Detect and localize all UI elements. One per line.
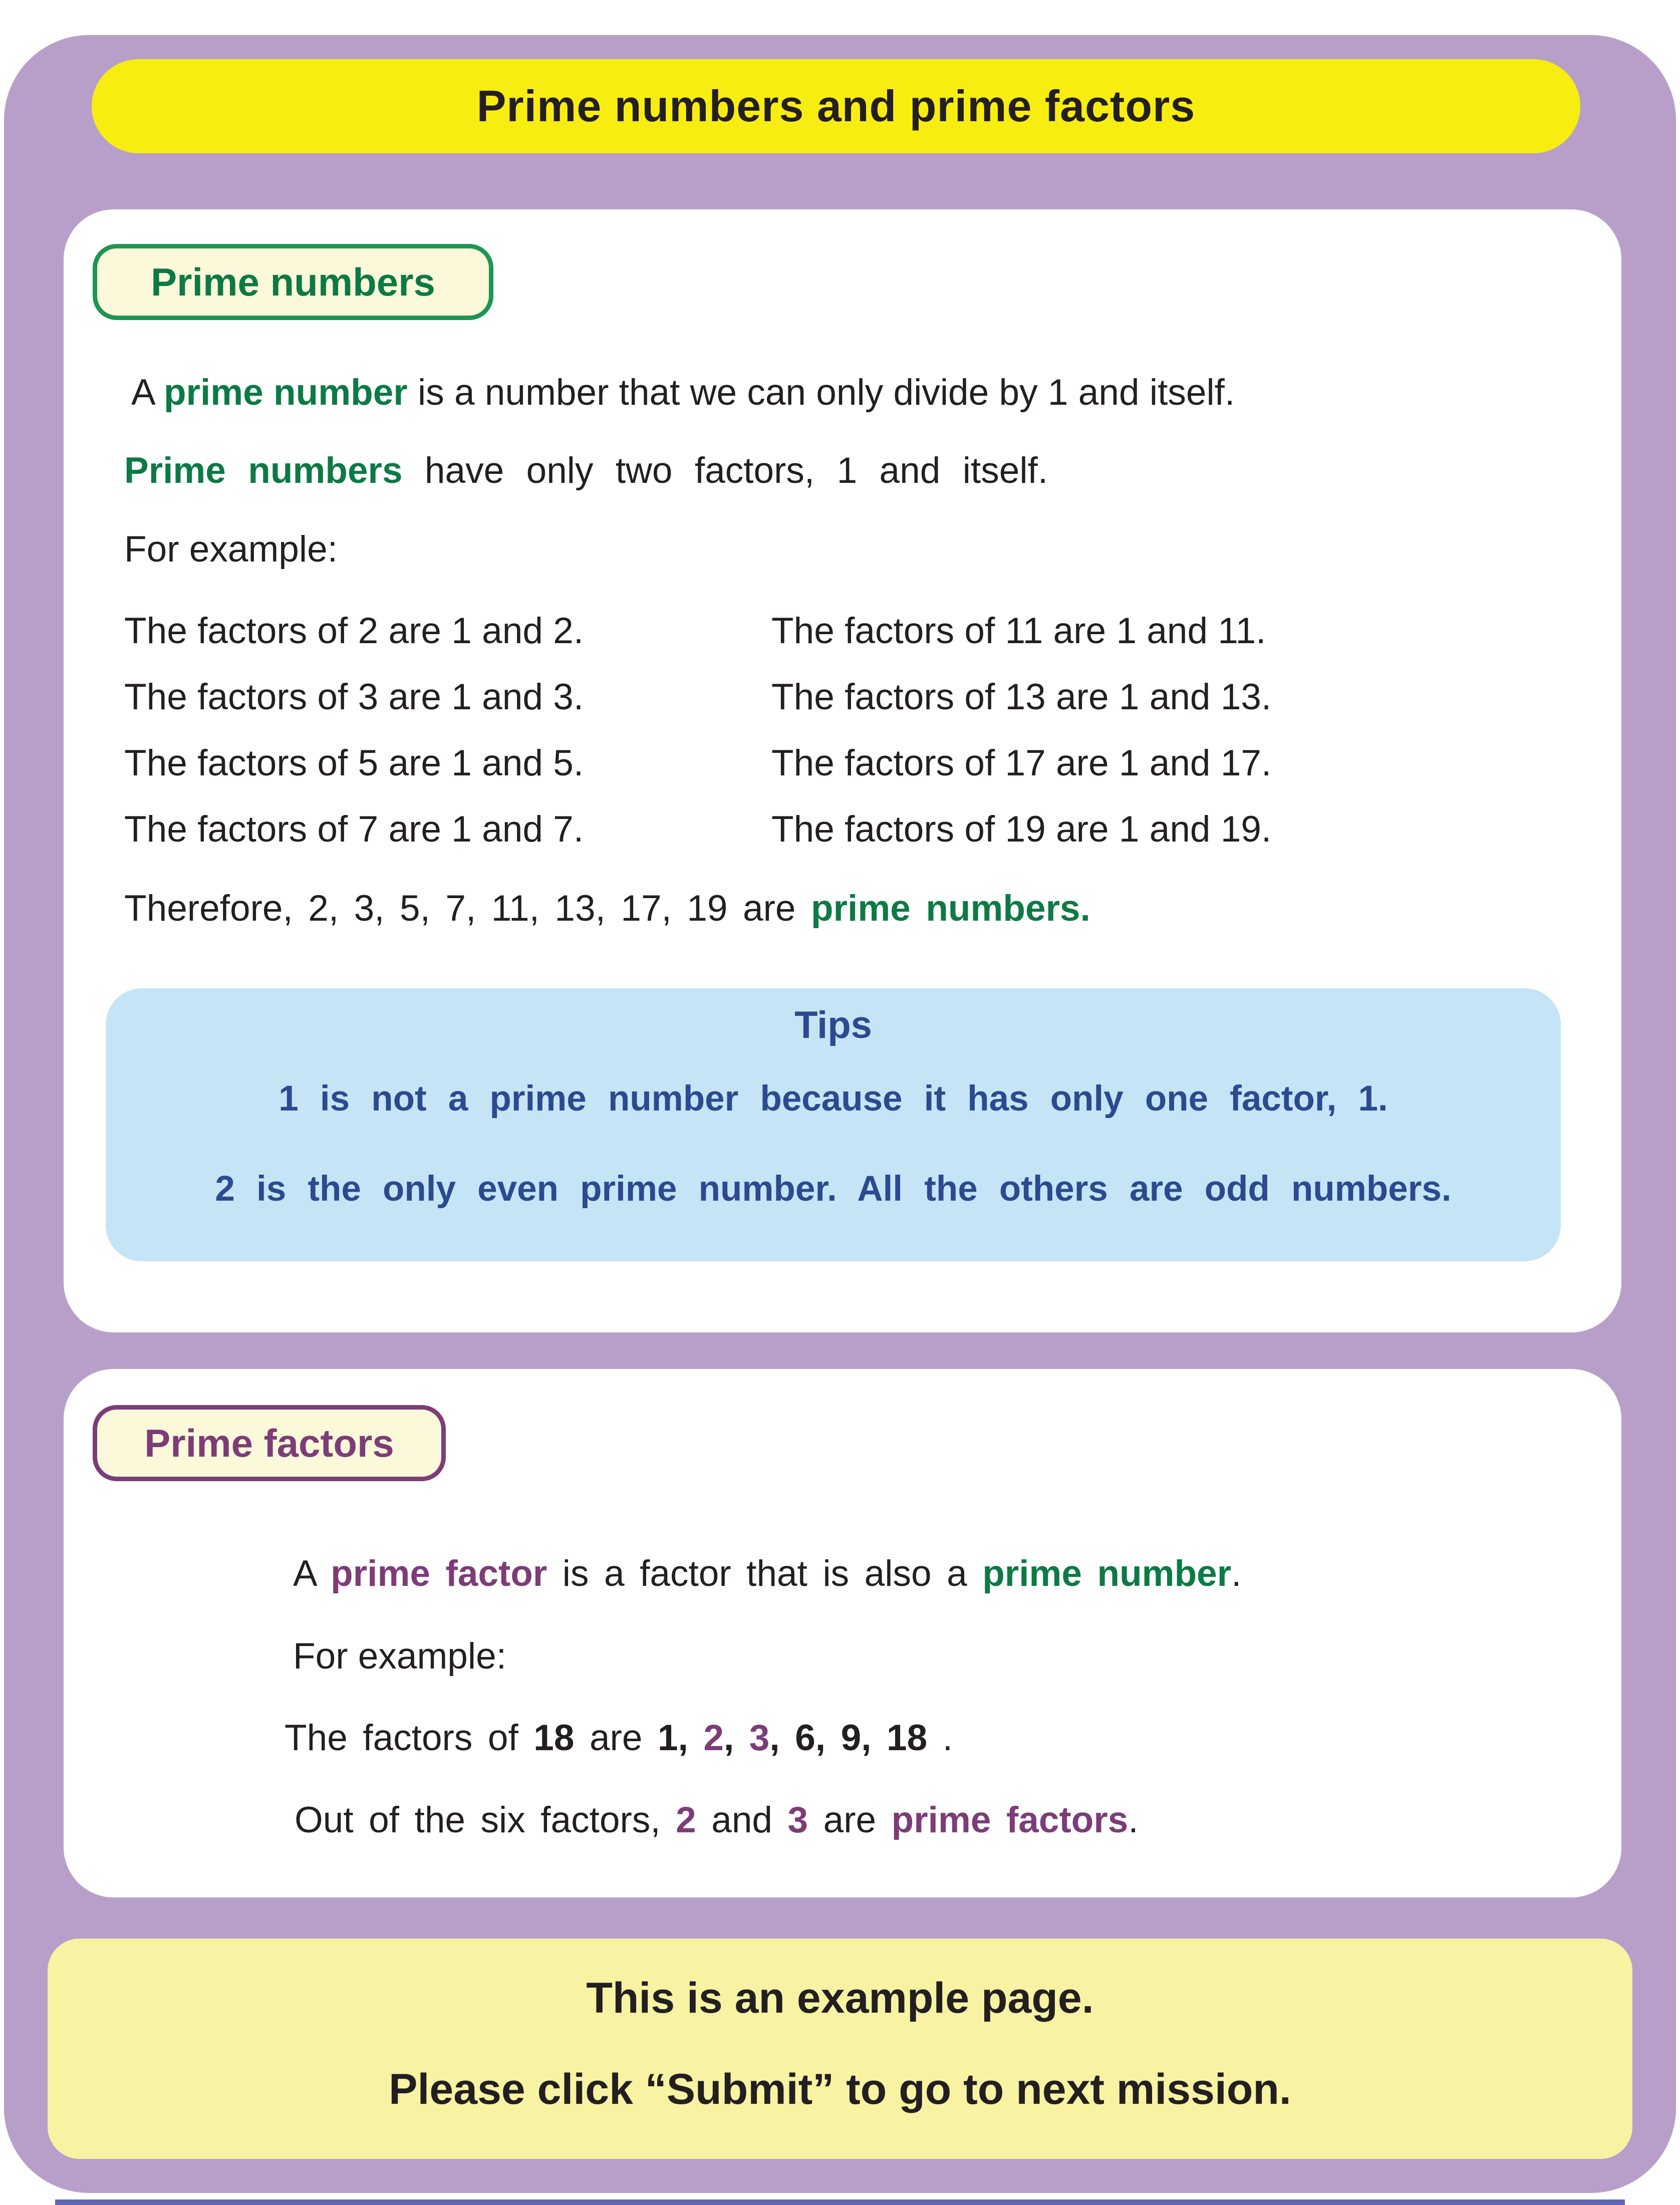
prime-number-factors-statement: Prime numbers have only two factors, 1 and itself. <box>124 450 1048 491</box>
example-page-notice <box>48 1939 1632 2159</box>
factor-row-left-2: The factors of 3 are 1 and 3. <box>124 677 584 717</box>
page-title-banner <box>92 59 1580 153</box>
bottom-cutoff-bar <box>55 2199 1625 2205</box>
factor-row-left-3: The factors of 5 are 1 and 5. <box>124 743 584 783</box>
prime-numbers-section-label-text: Prime numbers <box>151 259 435 304</box>
tips-line-2: 2 is the only even prime number. All the others are odd numbers. <box>215 1169 1452 1209</box>
prime-factors-section-label <box>93 1405 446 1481</box>
prime-factors-section-label-text: Prime factors <box>144 1421 394 1465</box>
for-example-label-2: For example: <box>293 1636 506 1677</box>
factor-row-right-2: The factors of 13 are 1 and 13. <box>771 677 1272 717</box>
factor-row-right-4: The factors of 19 are 1 and 19. <box>771 809 1272 850</box>
factors-of-18-statement: The factors of 18 are 1, 2, 3, 6, 9, 18 . <box>285 1718 953 1758</box>
prime-numbers-section-label <box>93 244 493 320</box>
tips-line-1: 1 is not a prime number because it has only one factor, 1. <box>278 1079 1388 1119</box>
example-page-notice-line-1: This is an example page. <box>586 1974 1094 2022</box>
tips-box <box>106 988 1561 1261</box>
therefore-statement: Therefore, 2, 3, 5, 7, 11, 13, 17, 19 are prime numbers. <box>124 888 1090 929</box>
factor-row-right-1: The factors of 11 are 1 and 11. <box>771 611 1266 651</box>
for-example-label: For example: <box>124 529 338 570</box>
example-page-notice-line-2: Please click “Submit” to go to next mission. <box>389 2065 1291 2113</box>
page-title: Prime numbers and prime factors <box>476 81 1196 131</box>
prime-factors-conclusion: Out of the six factors, 2 and 3 are prime factors. <box>295 1800 1139 1840</box>
factor-row-left-1: The factors of 2 are 1 and 2. <box>124 611 584 651</box>
factor-row-right-3: The factors of 17 are 1 and 17. <box>771 743 1272 783</box>
prime-number-definition: A prime number is a number that we can only divide by 1 and itself. <box>131 372 1235 413</box>
tips-title: Tips <box>794 1004 872 1046</box>
factor-row-left-4: The factors of 7 are 1 and 7. <box>124 809 584 850</box>
prime-factor-definition: A prime factor is a factor that is also a prime number. <box>293 1553 1242 1594</box>
